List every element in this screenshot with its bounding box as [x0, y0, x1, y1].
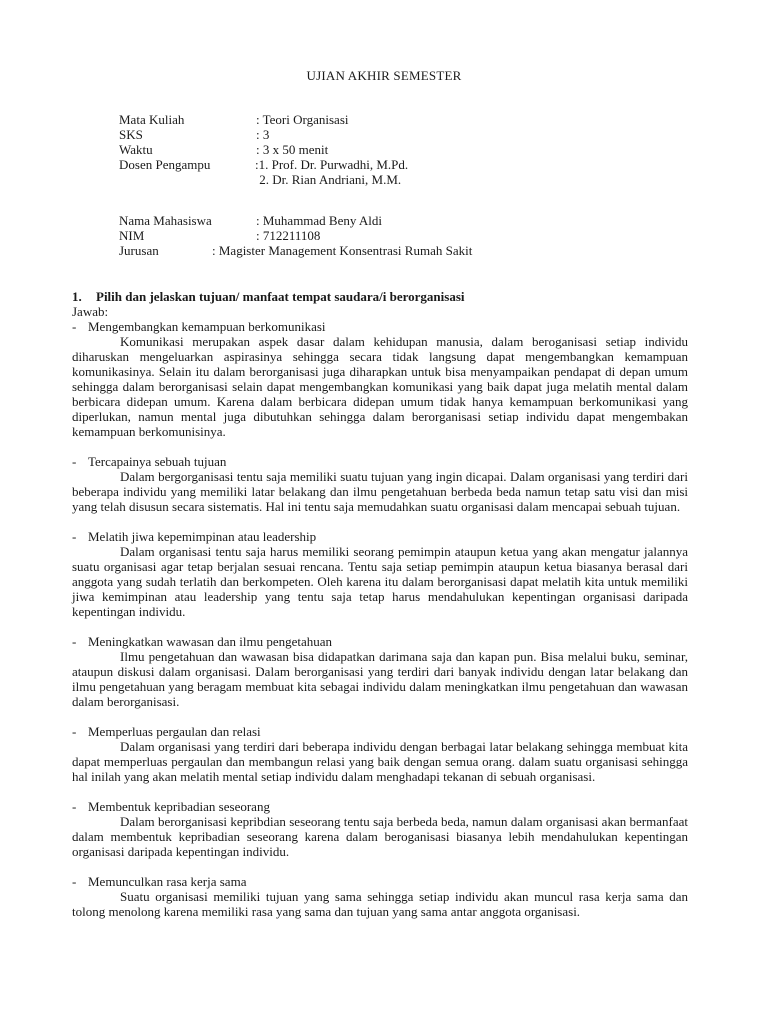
section-paragraph — [72, 544, 688, 619]
info-label: Jurusan — [119, 243, 159, 258]
section-paragraph — [72, 469, 688, 514]
info-value: : Magister Management Konsentrasi Rumah Sakit — [212, 243, 473, 258]
dash-bullet: - — [72, 799, 77, 814]
paragraph-text: Suatu organisasi memiliki tujuan yang sama sehingga setiap individu akan muncul rasa kerja sama dan tolong menolong karena memiliki rasa yang sama dan tujuan yang sama antar anggota organisasi. — [72, 889, 688, 919]
paragraph-text: Ilmu pengetahuan dan wawasan bisa didapatkan darimana saja dan kapan pun. Bisa melalui buku, seminar, ataupun diskusi dalam organisasi. Dalam berorganisasi yang terdiri dari banyak individu dengan latar belakang dan ilmu pengetahuan yang beragam membuat kita sebagai individu dalam meningkatkan ilmu pengetahuan dan wawasan dalam berorganisasi. — [72, 649, 688, 709]
section-heading — [72, 634, 688, 649]
dash-bullet: - — [72, 634, 77, 649]
paragraph-text: Dalam organisasi tentu saja harus memiliki seorang pemimpin ataupun ketua yang akan mengatur jalannya suatu organisasi agar tetap berjalan sesuai rencana. Tentu saja setiap pemimpin ataupun ketua biasanya berasal dari anggota yang sudah terlatih dan berkompeten. Oleh karena itu dalam berorganisasi dapat melatih kita untuk memiliki jiwa kemimpinan atau leadership yang tentu saja tetap harus mendahulukan kepentingan organisasi daripada kepentingan individu. — [72, 544, 688, 619]
section-heading — [72, 799, 688, 814]
answer-section — [72, 319, 688, 439]
paragraph-text: Dalam berorganisasi kepribdian seseorang tentu saja berbeda beda, namun dalam organisasi akan bermanfaat dalam membentuk kepribadian seseorang karena dalam beroganisasi biasanya lebih mendahulukan kepentingan organisasi daripada kepentingan individu. — [72, 814, 688, 859]
section-title: Meningkatkan wawasan dan ilmu pengetahuan — [88, 634, 333, 649]
info-value: : 3 x 50 menit — [256, 142, 329, 157]
info-value: 2. Dr. Rian Andriani, M.M. — [256, 172, 402, 187]
section-title: Melatih jiwa kepemimpinan atau leadership — [88, 529, 317, 544]
info-label: NIM — [119, 228, 145, 243]
question-number: 1. — [72, 289, 82, 304]
answer-section — [72, 634, 688, 709]
section-paragraph — [72, 739, 688, 784]
question-heading — [72, 289, 688, 304]
info-value: : Muhammad Beny Aldi — [256, 213, 383, 228]
answer-section — [72, 724, 688, 784]
info-value: : 3 — [256, 127, 270, 142]
section-heading — [72, 319, 688, 334]
info-label: Waktu — [119, 142, 153, 157]
answer-section — [72, 799, 688, 859]
section-paragraph — [72, 649, 688, 709]
info-label: Dosen Pengampu — [119, 157, 211, 172]
question-text: Pilih dan jelaskan tujuan/ manfaat tempat saudara/i berorganisasi — [96, 289, 465, 304]
answer-section — [72, 529, 688, 619]
section-heading — [72, 454, 688, 469]
section-paragraph — [72, 814, 688, 859]
section-heading — [72, 529, 688, 544]
document-title: UJIAN AKHIR SEMESTER — [306, 68, 462, 83]
dash-bullet: - — [72, 874, 77, 889]
dash-bullet: - — [72, 529, 77, 544]
answer-body — [72, 289, 688, 919]
info-label: SKS — [119, 127, 143, 142]
info-label: Nama Mahasiswa — [119, 213, 212, 228]
info-label: Mata Kuliah — [119, 112, 185, 127]
answer-label: Jawab: — [72, 304, 109, 319]
info-value: : 712211108 — [256, 228, 321, 243]
answer-section — [72, 874, 688, 919]
dash-bullet: - — [72, 319, 77, 334]
section-title: Membentuk kepribadian seseorang — [88, 799, 270, 814]
paragraph-text: Dalam organisasi yang terdiri dari beberapa individu dengan berbagai latar belakang sehingga membuat kita dapat memperluas pergaulan dan membangun relasi yang baik dengan semua orang. dalam suatu organisasi sehingga hal inilah yang akan melatih mental setiap individu dalam menghadapi tekanan di sebuah organisasi. — [72, 739, 688, 784]
section-paragraph — [72, 889, 688, 919]
section-heading — [72, 724, 688, 739]
section-paragraph — [72, 334, 688, 439]
dash-bullet: - — [72, 454, 77, 469]
info-value: :1. Prof. Dr. Purwadhi, M.Pd. — [255, 157, 409, 172]
section-title: Memunculkan rasa kerja sama — [88, 874, 247, 889]
info-value: : Teori Organisasi — [256, 112, 349, 127]
section-title: Memperluas pergaulan dan relasi — [88, 724, 261, 739]
section-heading — [72, 874, 688, 889]
paragraph-text: Komunikasi merupakan aspek dasar dalam kehidupan manusia, dalam beroganisasi setiap individu diharuskan mengeluarkan aspirasinya sehingga secara tidak langsung dapat mengembangkan kemampuan komunikasinya. Selain itu dalam berorganisasi juga diharapkan untuk bisa menyampaikan pendapat di depan umum sehingga dalam berorganisasi selain dapat mengembangkan komunikasi yang baik dapat juga melatih mental dalam berbicara didepan umum. Karena dalam berbicara didepan umum tidak hanya kemampuan berkomunikasi yang diperlukan, namun mental juga dibutuhkan sehingga dalam berorganisasi setiap individu dapat mengembakan kemampuan berkomunisinya. — [72, 334, 688, 439]
dash-bullet: - — [72, 724, 77, 739]
section-title: Tercapainya sebuah tujuan — [88, 454, 227, 469]
answer-section — [72, 454, 688, 514]
paragraph-text: Dalam bergorganisasi tentu saja memiliki suatu tujuan yang ingin dicapai. Dalam organisasi yang terdiri dari beberapa individu yang memiliki latar belakang dan ilmu pengetahuan berbeda beda namun tetap satu visi dan misi yang telah disusun secara sistematis. Hal ini tentu saja memudahkan suatu organisasi dalam mencapai sebuah tujuan. — [72, 469, 688, 514]
section-title: Mengembangkan kemampuan berkomunikasi — [88, 319, 326, 334]
